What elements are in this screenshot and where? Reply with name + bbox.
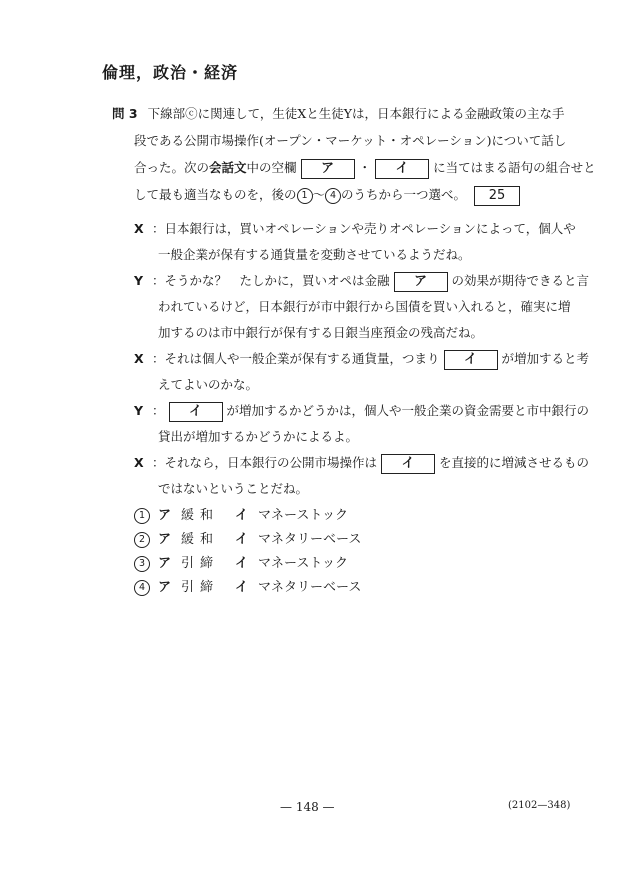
choice-key-a: ア (158, 532, 172, 547)
dialog-line (134, 216, 574, 242)
dialog-text: の効果が期待できると言 (451, 273, 590, 288)
circled-number-1: 1 (297, 188, 313, 204)
dialog-line (134, 268, 590, 294)
dialog-line (134, 450, 590, 476)
choice-key-a: ア (158, 556, 172, 571)
dialog-text: ：それなら，日本銀行の公開市場操作は (152, 455, 378, 470)
dialog-turn (134, 398, 590, 450)
tilde: ～ (312, 187, 326, 202)
question-text-3c: に当てはまる語句の組合せと (433, 160, 596, 175)
speaker-label: X (134, 351, 144, 366)
choice-value-i: マネタリーベース (258, 532, 362, 547)
choice-item (134, 528, 361, 552)
choice-number: 1 (134, 508, 150, 524)
dialog-line: われているけど，日本銀行が市中銀行から国債を買い入れると，確実に増 (158, 299, 571, 314)
speaker-label: Y (134, 273, 144, 288)
dialog-turn (134, 216, 574, 268)
choice-number: 4 (134, 580, 150, 596)
answer-number-box: 25 (474, 186, 520, 206)
choice-number: 2 (134, 532, 150, 548)
choice-key-i: イ (235, 508, 249, 523)
choice-key-a: ア (158, 508, 172, 523)
choice-value-a: 緩和 (181, 532, 220, 547)
dialog-text: を直接的に増減させるもの (439, 455, 590, 470)
choice-key-i: イ (235, 580, 249, 595)
question-text-1: 下線部ⓒに関連して，生徒Xと生徒Yは，日本銀行による金融政策の主な手 (147, 106, 565, 121)
dialog-line: 加するのは市中銀行が保有する日銀当座預金の残高だね。 (158, 325, 484, 340)
exam-code: (2102—348) (508, 800, 571, 811)
dialog-text: が増加するかどうかは，個人や一般企業の資金需要と市中銀行の (226, 403, 590, 418)
question-text-3a: 合った。次の (134, 160, 210, 175)
dialog-text: ： (152, 403, 165, 418)
question-text-3b: 中の空欄 (246, 160, 297, 175)
dialog-line (134, 398, 590, 424)
choice-value-i: マネーストック (258, 556, 348, 571)
conversation (134, 216, 590, 502)
conversation-label: 会話文 (209, 160, 247, 175)
question-text-4b: のうちから一つ選べ。 (341, 187, 467, 202)
blank-i-box: イ (169, 402, 223, 422)
choice-value-a: 引締 (181, 556, 220, 571)
choice-key-a: ア (158, 580, 172, 595)
dialog-line: 貸出が増加するかどうかによるよ。 (158, 429, 359, 444)
dialog-line: えてよいのかな。 (158, 377, 259, 392)
dialog-text: ：そうかな？ たしかに，買いオペは金融 (152, 273, 390, 288)
question-line-4 (112, 181, 572, 208)
dialog-text: ：それは個人や一般企業が保有する通貨量，つまり (152, 351, 440, 366)
choice-key-i: イ (235, 556, 249, 571)
dialog-turn (134, 450, 590, 502)
question-text-2: 段である公開市場操作(オープン・マーケット・オペレーション)について話し (134, 133, 567, 148)
question-number: 問 3 (112, 106, 138, 121)
blank-i-box: イ (444, 350, 498, 370)
choice-item (134, 552, 361, 576)
question-line-1 (112, 100, 572, 127)
dialog-line: 一般企業が保有する通貨量を変動させているようだね。 (158, 247, 471, 262)
separator: ・ (358, 160, 372, 175)
choice-key-i: イ (235, 532, 249, 547)
dialog-line: ではないということだね。 (158, 481, 309, 496)
question-text-4a: して最も適当なものを，後の (134, 187, 297, 202)
choice-item (134, 504, 361, 528)
choice-number: 3 (134, 556, 150, 572)
choice-value-i: マネタリーベース (258, 580, 362, 595)
question-block (112, 100, 596, 208)
speaker-label: X (134, 455, 144, 470)
speaker-label: Y (134, 403, 144, 418)
dialog-text: ：日本銀行は，買いオペレーションや売りオペレーションによって，個人や (152, 221, 576, 236)
speaker-label: X (134, 221, 144, 236)
question-line-3 (112, 154, 596, 181)
choice-value-i: マネーストック (258, 508, 348, 523)
blank-a-box: ア (394, 272, 448, 292)
question-line-2 (112, 127, 572, 154)
blank-i-box: イ (381, 454, 435, 474)
dialog-line (134, 346, 590, 372)
dialog-turn (134, 346, 590, 398)
section-title: 倫理，政治・経済 (102, 63, 239, 82)
answer-choices (134, 504, 361, 600)
blank-i-box: イ (375, 159, 429, 179)
circled-number-4: 4 (325, 188, 341, 204)
choice-value-a: 緩和 (181, 508, 220, 523)
choice-item (134, 576, 361, 600)
dialog-turn (134, 268, 590, 346)
choice-value-a: 引締 (181, 580, 220, 595)
dialog-text: が増加すると考 (501, 351, 590, 366)
blank-a-box: ア (301, 159, 355, 179)
page-number: — 148 — (280, 800, 335, 814)
